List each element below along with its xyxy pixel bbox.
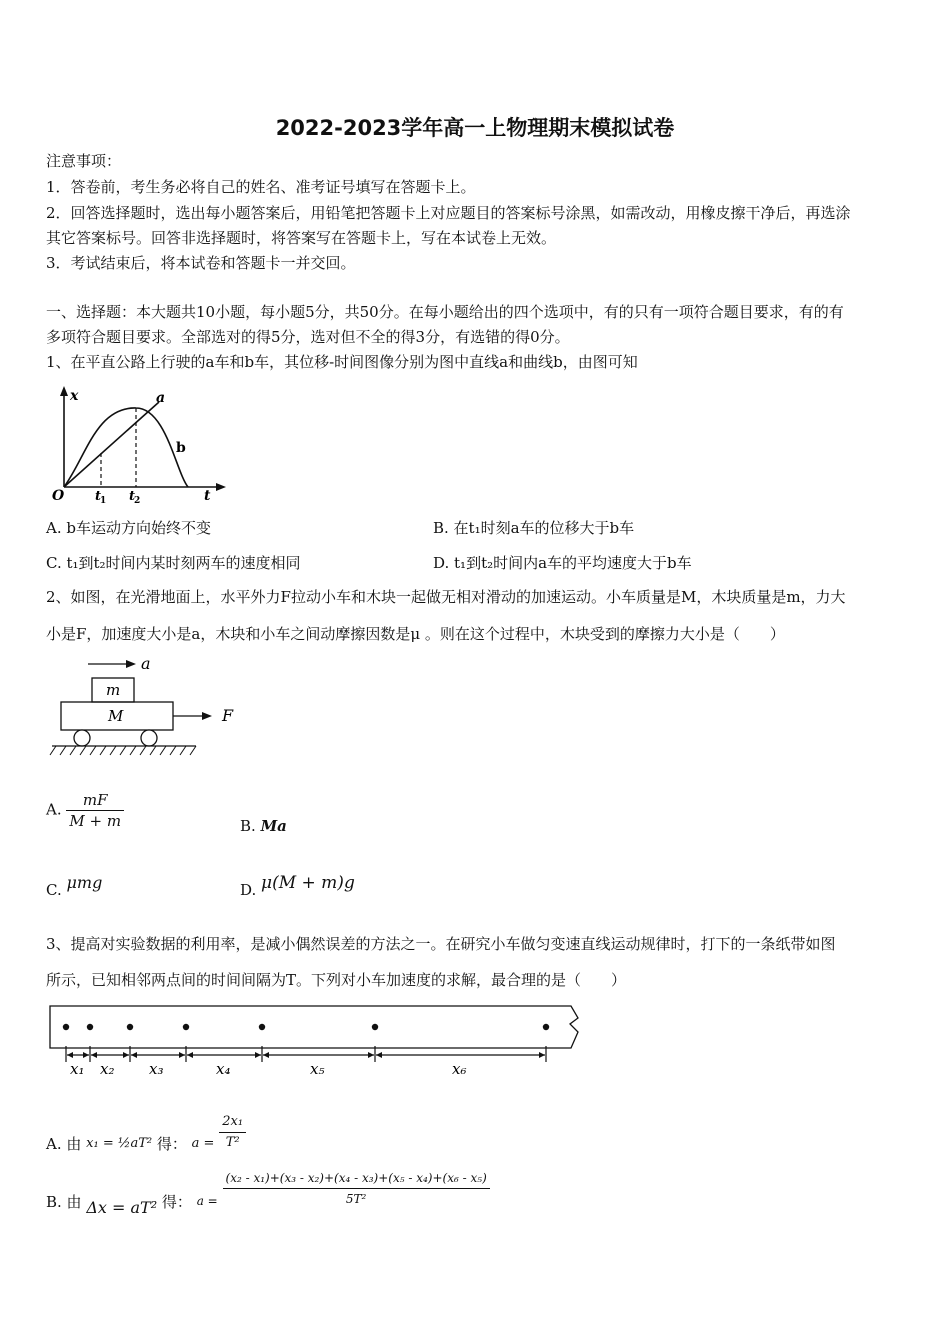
q3-dot-2 [127,1024,133,1030]
q2-option-b-expr: Ma [260,817,287,835]
q2-option-a-denominator: M + m [69,812,122,830]
q1-stem: 1、在平直公路上行驶的a车和b车，其位移-时间图像分别为图中直线a和曲线b，由图可知 [46,353,638,371]
q3-option-a-result-num: 2x₁ [219,1112,246,1133]
q3-option-a-result-lhs: a = [191,1135,215,1151]
q3-label-x3: x₃ [149,1060,164,1078]
q1-label-origin: O [52,488,65,504]
q2-label-F: F [222,706,234,725]
q1-label-t: t [204,488,211,504]
q1-xt-graph [46,382,236,507]
q2-force-arrowhead [202,712,212,720]
q1-label-x: x [70,388,79,404]
q3-option-b-equation: Δx = aT² [86,1197,158,1217]
q3-option-b-mid: 得： [161,1192,192,1211]
notice-heading: 注意事项： [46,152,122,170]
q2-cart-diagram [46,650,246,765]
q1-option-b[interactable]: B. 在t₁时刻a车的位移大于b车 [433,519,635,537]
q3-label-x1: x₁ [70,1060,85,1078]
q2-stem-1: 2、如图，在光滑地面上，水平外力F拉动小车和木块一起做无相对滑动的加速运动。小车质量是M，木块质量是m，力大 [46,588,846,606]
q3-option-a-equation: x₁ = ½aT² [86,1135,153,1151]
q3-label-x4: x₄ [216,1060,231,1078]
q2-option-d[interactable] [240,873,355,900]
q2-label-m: m [106,681,121,699]
q1-x-arrow [216,483,226,491]
q1-label-t1: t [95,489,102,504]
q3-label-x2: x₂ [100,1060,115,1078]
section-instructions-1: 一、选择题：本大题共10小题，每小题5分，共50分。在每小题给出的四个选项中，有的只有一项符合题目要求，有的有 [46,303,844,321]
q2-option-a-numerator: mF [66,790,124,811]
section-instructions-2: 多项符合题目要求。全部选对的得5分，选对但不全的得3分，有选错的得0分。 [46,328,570,346]
notice-item-1: 1．答卷前，考生务必将自己的姓名、准考证号填写在答题卡上。 [46,178,476,196]
q2-option-b-label: B. [240,817,256,835]
q3-option-a-prefix: A. 由 [46,1134,82,1153]
q2-option-b[interactable] [240,816,287,836]
q2-wheel-right [141,730,157,746]
q1-label-t2-sub: 2 [134,496,141,506]
q2-option-d-expr: μ(M + m)g [261,873,355,893]
q2-option-c-label: C. [46,881,62,899]
q2-wheel-left [74,730,90,746]
notice-item-2: 2．回答选择题时，选出每小题答案后，用铅笔把答题卡上对应题目的答案标号涂黑，如需改动，用橡皮擦干净后，再选涂 [46,204,851,222]
page-title: 2022-2023学年高一上物理期末模拟试卷 [275,116,675,140]
q3-label-x6: x₆ [452,1060,467,1078]
notice-item-2-cont: 其它答案标号。回答非选择题时，将答案写在答题卡上，写在本试卷上无效。 [46,229,557,247]
q2-option-c[interactable] [46,873,103,900]
notice-item-3: 3．考试结束后，将本试卷和答题卡一并交回。 [46,254,356,272]
q1-option-c[interactable]: C. t₁到t₂时间内某时刻两车的速度相同 [46,554,301,572]
q2-option-c-expr: μmg [66,873,103,892]
q1-label-a: a [156,390,166,406]
q3-option-a[interactable] [46,1112,246,1153]
q2-label-M: M [108,707,124,725]
q3-stem-2: 所示，已知相邻两点间的时间间隔为T。下列对小车加速度的求解，最合理的是（ ） [46,971,627,989]
q3-dot-3 [183,1024,189,1030]
q3-option-b-result-lhs: a = [196,1193,218,1208]
q2-accel-arrowhead [126,660,136,668]
q1-label-t1-sub: 1 [100,496,107,506]
q1-option-a[interactable]: A. b车运动方向始终不变 [46,519,211,537]
q3-dot-0 [63,1024,69,1030]
q1-option-d[interactable]: D. t₁到t₂时间内a车的平均速度大于b车 [433,554,692,572]
q1-label-t2: t [129,489,136,504]
q2-option-a[interactable] [46,790,124,831]
q3-dot-5 [372,1024,378,1030]
q3-dot-1 [87,1024,93,1030]
q1-y-arrow [60,386,68,396]
q1-label-b: b [176,440,186,456]
q3-stem-1: 3、提高对实验数据的利用率，是减小偶然误差的方法之一。在研究小车做匀变速直线运动规律时，打下的一条纸带如图 [46,935,836,953]
q3-option-b-result-den: 5T² [345,1192,367,1206]
q2-option-a-label: A. [46,800,62,819]
q3-option-a-result-den: T² [225,1135,240,1150]
q2-stem-2: 小是F，加速度大小是a，木块和小车之间动摩擦因数是μ 。则在这个过程中，木块受到的摩擦力大小是（ ） [46,625,785,643]
q3-option-a-mid: 得： [156,1134,187,1153]
q1-curve-b [64,408,188,487]
q2-label-a: a [141,654,151,673]
q3-dot-4 [259,1024,265,1030]
q3-option-b-result-num: (x₂ - x₁)+(x₃ - x₂)+(x₄ - x₃)+(x₅ - x₄)+(x₆ - x₅) [223,1168,490,1189]
q3-paper-tape [46,1000,586,1082]
q2-ground-hatch [50,746,196,755]
q3-label-x5: x₅ [310,1060,325,1078]
q2-option-d-label: D. [240,881,257,899]
q3-option-b[interactable] [46,1168,490,1217]
q3-option-b-prefix: B. 由 [46,1192,82,1211]
q3-dot-6 [543,1024,549,1030]
